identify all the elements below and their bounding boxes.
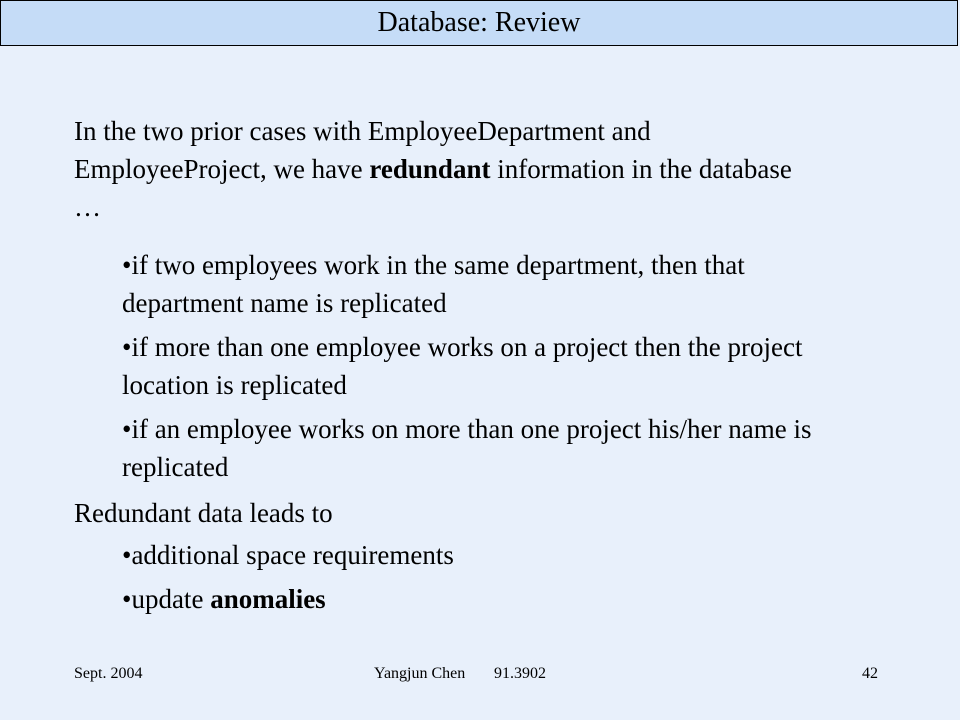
- consequence-item: [122, 580, 842, 618]
- slide-title: Database: Review: [377, 7, 581, 38]
- redundancy-example-text: if two employees work in the same department, then that department name is replicated: [122, 250, 745, 318]
- footer-date: Sept. 2004: [74, 665, 143, 682]
- intro-bold-term: redundant: [369, 154, 491, 184]
- intro-text-start: In the two prior cases with EmployeeDepartment and EmployeeProject, we have: [74, 116, 651, 184]
- footer-page-number: 42: [862, 665, 878, 682]
- redundancy-example-text: if an employee works on more than one project his/her name is replicated: [122, 414, 812, 482]
- footer-author: Yangjun Chen: [374, 665, 466, 682]
- bullet-icon: •: [122, 414, 132, 444]
- bullet-icon: •: [122, 332, 132, 362]
- consequences-list: [74, 536, 874, 618]
- consequence-text: additional space requirements: [131, 540, 454, 570]
- consequence-bold-term: anomalies: [210, 584, 326, 614]
- consequence-item: [122, 536, 842, 574]
- slide-title-bar: [0, 0, 958, 46]
- intro-text-end: information in the database …: [74, 154, 792, 222]
- redundancy-example-item: [122, 410, 842, 486]
- bullet-icon: •: [122, 540, 132, 570]
- consequence-intro: Redundant data leads to: [74, 498, 333, 528]
- consequence-text-prefix: update: [131, 584, 211, 614]
- bullet-icon: •: [122, 584, 132, 614]
- redundancy-examples-list: [74, 246, 874, 486]
- redundancy-example-item: [122, 328, 842, 404]
- slide-content: [74, 112, 874, 624]
- intro-paragraph: [74, 112, 814, 226]
- bullet-icon: •: [122, 250, 132, 280]
- redundancy-example-text: if more than one employee works on a project then the project location is replicated: [122, 332, 803, 400]
- redundancy-example-item: [122, 246, 842, 322]
- footer-course: 91.3902: [494, 665, 546, 682]
